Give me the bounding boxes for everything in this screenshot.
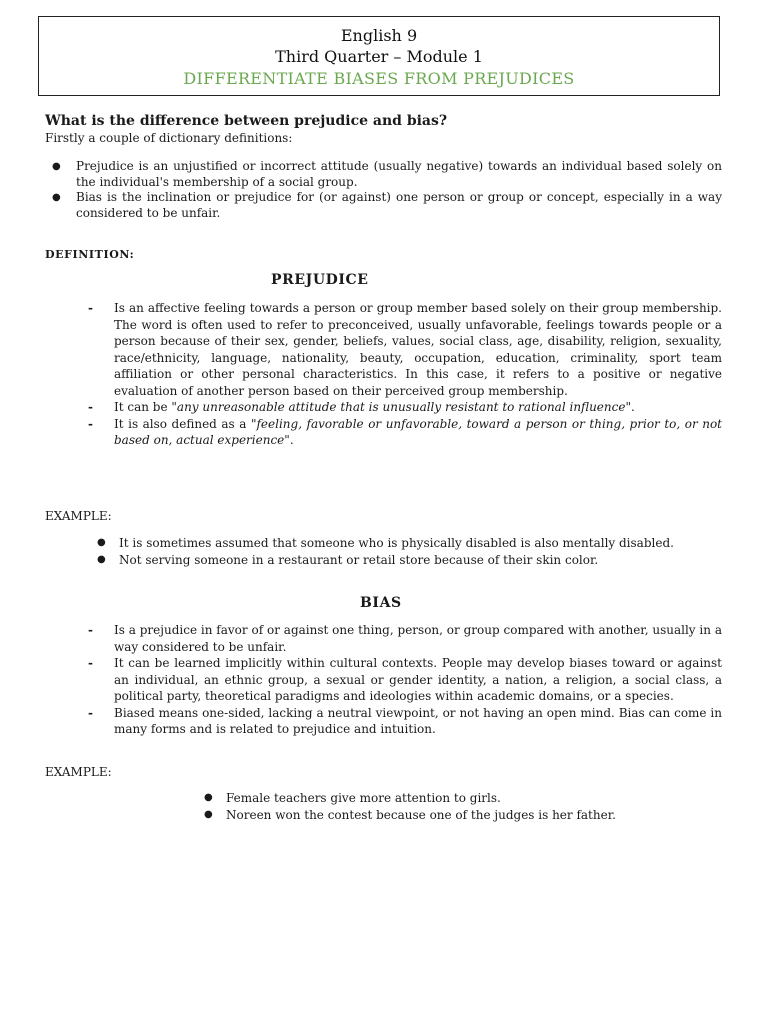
bullet-icon: ● — [52, 161, 61, 172]
module-title: Third Quarter – Module 1 — [275, 47, 483, 66]
bullet-icon: ● — [97, 537, 106, 548]
dash-marker: - — [88, 656, 93, 670]
example-text: Noreen won the contest because one of the judges is her father. — [226, 807, 616, 822]
bias-example-label: EXAMPLE: — [45, 765, 112, 779]
example-text: It is sometimes assumed that someone who is physically disabled is also mentally disabled. — [119, 536, 674, 550]
point-text-end: . — [289, 433, 294, 447]
point-text: Biased means one-sided, lacking a neutral viewpoint, or not having an open mind. Bias can come in many forms and is related to prejudice and intuition. — [114, 705, 722, 736]
list-item — [204, 807, 724, 824]
prejudice-examples-list — [97, 535, 723, 568]
point-text: It can be learned implicitly within cultural contexts. People may develop biases toward or against an individual, an ethnic group, a sexual or gender identity, a nation, a religion, a social class, a political party, theoretical paradigms and ideologies within academic domains, or a species. — [114, 656, 722, 703]
dash-marker: - — [88, 400, 93, 414]
bullet-icon: ● — [204, 792, 213, 803]
list-item — [88, 399, 722, 416]
module-header — [38, 16, 720, 96]
dash-marker: - — [88, 301, 93, 315]
prejudice-example-label: EXAMPLE: — [45, 509, 112, 523]
prejudice-heading: PREJUDICE — [271, 272, 369, 288]
list-item — [88, 300, 722, 399]
prejudice-points-list — [88, 300, 722, 449]
list-item — [204, 790, 724, 807]
point-text: It can be — [114, 400, 172, 414]
point-text: It is also defined as a — [114, 416, 251, 431]
bullet-icon: ● — [204, 808, 213, 820]
bias-heading: BIAS — [360, 595, 402, 611]
example-text: Female teachers give more attention to girls. — [226, 791, 501, 805]
list-item — [88, 655, 722, 705]
point-text: Is a prejudice in favor of or against one thing, person, or group compared with another, usually in a way considered to be unfair. — [114, 623, 722, 654]
definition-label: DEFINITION: — [45, 248, 135, 261]
bullet-icon: ● — [52, 192, 61, 203]
definition-bias: Bias is the inclination or prejudice for (or against) one person or group or concept, especially in a way considered to be unfair. — [76, 190, 722, 220]
quoted-definition: "any unreasonable attitude that is unusually resistant to rational influence" — [171, 400, 631, 414]
list-item — [88, 622, 722, 655]
section-question: What is the difference between prejudice and bias? — [45, 113, 448, 129]
dash-marker: - — [88, 623, 93, 637]
intro-lead: Firstly a couple of dictionary definitions: — [45, 131, 293, 145]
list-item — [97, 535, 723, 552]
list-item — [97, 552, 723, 569]
dictionary-definitions-list — [52, 159, 722, 221]
point-text: Is an affective feeling towards a person or group member based solely on their group membership. The word is often used to refer to preconceived, usually unfavorable, feelings towards people or a person because of their sex, gender, beliefs, values, social class, age, disability, religion, sexuality, race/ethnicity, language, nationality, beauty, occupation, education, criminality, sport team affiliation or other personal characteristics. In this case, it refers to a positive or negative evaluation of another person based on their perceived group membership. — [114, 301, 722, 398]
topic-title: DIFFERENTIATE BIASES FROM PREJUDICES — [183, 69, 575, 88]
quoted-definition: "feeling, favorable or unfavorable, toward a person or thing, prior to, or not based on, actual experience" — [114, 416, 722, 447]
dash-marker: - — [88, 416, 93, 431]
list-item — [88, 416, 722, 449]
course-title: English 9 — [340, 26, 418, 45]
point-text-end: . — [630, 400, 635, 414]
bullet-icon: ● — [97, 553, 106, 565]
definition-prejudice: Prejudice is an unjustified or incorrect attitude (usually negative) towards an individual based solely on the individual's membership of a social group. — [76, 159, 722, 189]
bias-points-list — [88, 622, 722, 738]
example-text: Not serving someone in a restaurant or retail store because of their skin color. — [119, 552, 599, 567]
bias-examples-list — [204, 790, 724, 823]
list-item — [52, 159, 722, 190]
dash-marker: - — [88, 705, 93, 720]
list-item — [52, 190, 722, 221]
list-item — [88, 705, 722, 738]
